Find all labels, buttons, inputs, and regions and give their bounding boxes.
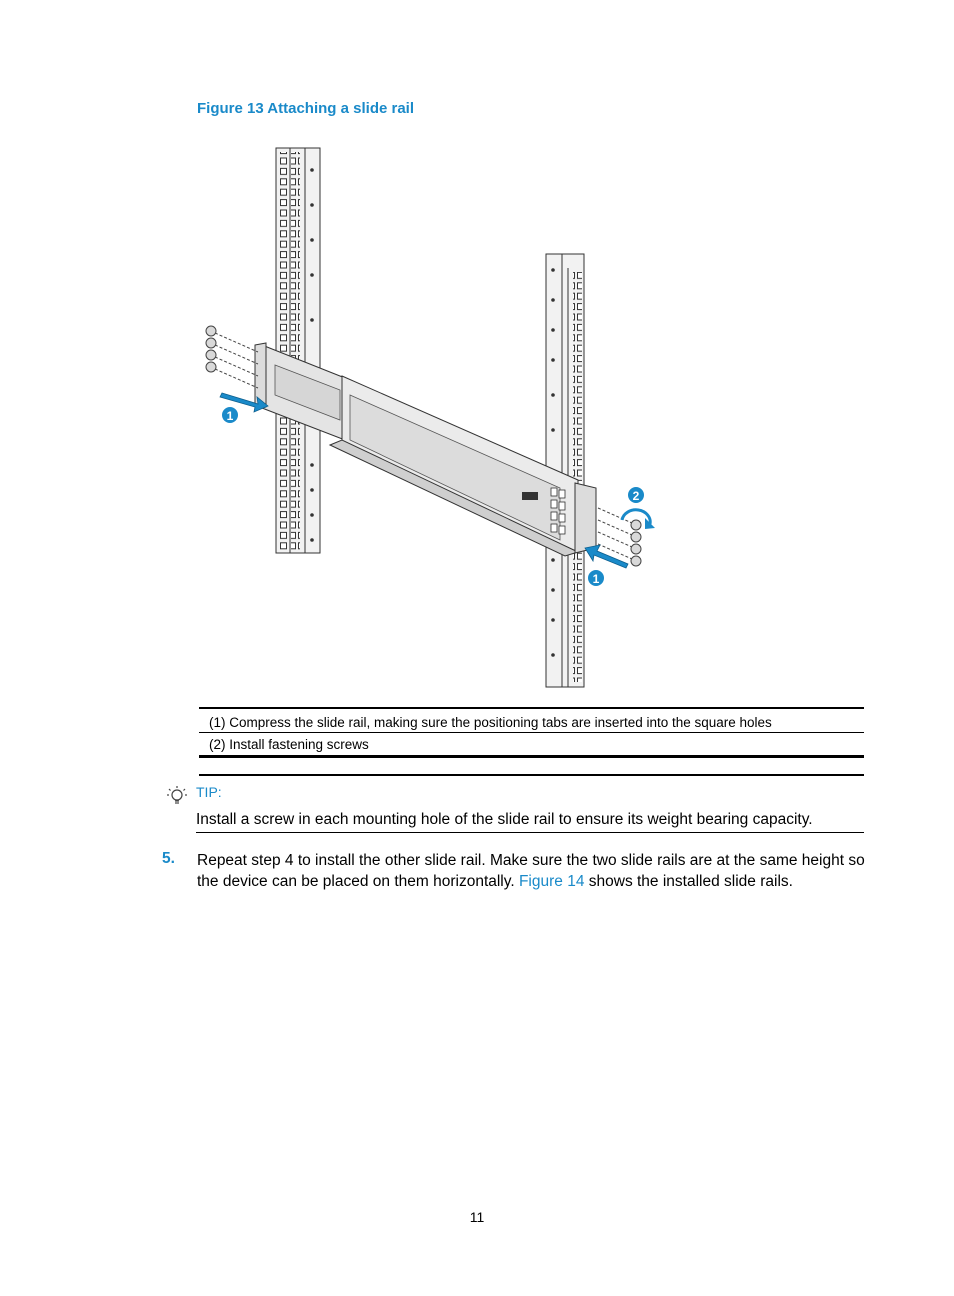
step-text-after: shows the installed slide rails. bbox=[584, 873, 793, 890]
svg-text:2: 2 bbox=[632, 489, 640, 503]
left-screws bbox=[206, 326, 258, 388]
callout-1-left bbox=[222, 407, 238, 423]
figure-14-link[interactable]: Figure 14 bbox=[518, 873, 585, 890]
figure-caption: Figure 13 Attaching a slide rail bbox=[197, 100, 415, 117]
figure-legend bbox=[199, 707, 864, 758]
callout-1-right bbox=[588, 570, 604, 586]
lightbulb-icon bbox=[165, 784, 189, 808]
left-rack-post bbox=[276, 148, 320, 553]
svg-text:1: 1 bbox=[592, 572, 600, 586]
legend-item-2: (2) Install fastening screws bbox=[199, 732, 864, 755]
tip-divider bbox=[199, 774, 864, 776]
svg-text:1: 1 bbox=[226, 409, 234, 423]
step-text-before: Repeat step 4 to install the other slide rail. Make sure the two slide rails are at the same height so the device can be placed on them horizontally. bbox=[197, 852, 865, 890]
callout-2 bbox=[628, 487, 644, 503]
tip-text: Install a screw in each mounting hole of the slide rail to ensure its weight bearing capacity. bbox=[196, 811, 864, 833]
step-text bbox=[197, 850, 869, 892]
legend-item-1: (1) Compress the slide rail, making sure the positioning tabs are inserted into the square holes bbox=[209, 715, 772, 730]
tip-label: TIP: bbox=[196, 784, 222, 800]
push-arrow-right bbox=[585, 545, 628, 568]
slide-rail-illustration bbox=[190, 140, 670, 695]
step-number: 5. bbox=[162, 850, 175, 867]
page-number: 11 bbox=[469, 1209, 485, 1225]
